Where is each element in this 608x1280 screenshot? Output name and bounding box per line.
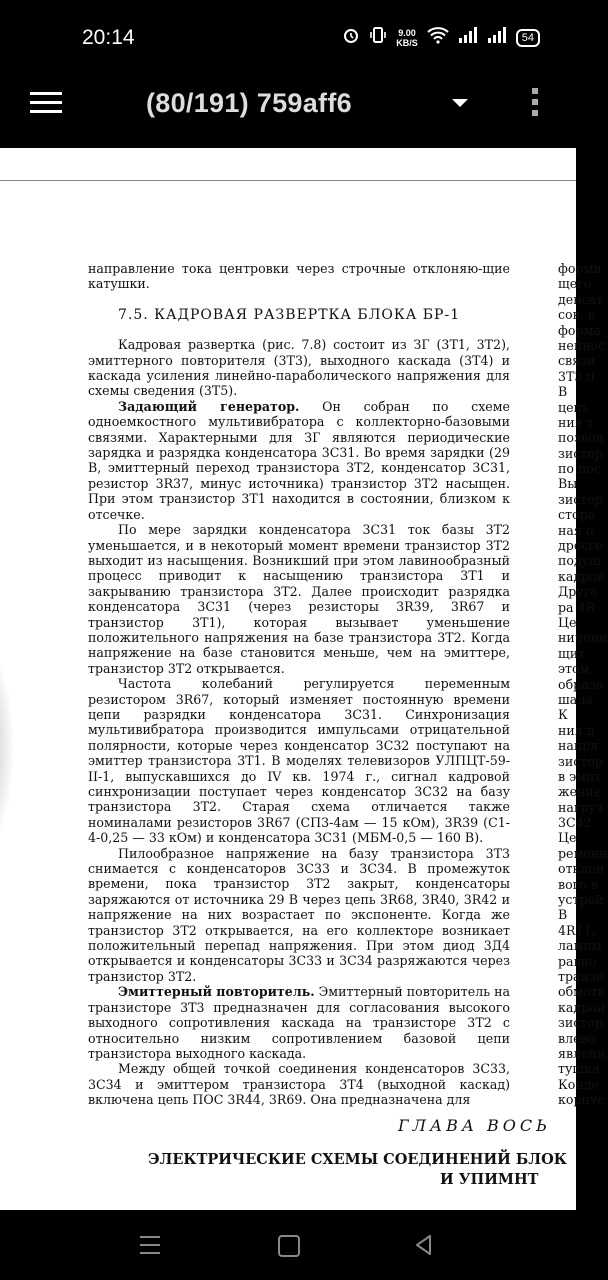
paragraph-5: Пилообразное напряжение на базу транзистора 3Т3 снимается с конденсаторов 3С33 и 3С34. В промежуток времени, пока транзистор 3Т2 закрыт, конденсаторы заряжаются от источника 29 В через цепь 3R68, 3R40, 3R42 и напряжение на них возрастает по экспоненте. Когда же транзистор 3Т2 открывается, на его коллекторе возникает положительный перепад напряжения. При этом диод 3Д4 открывается и конденсаторы 3С33 и 3С34 разряжаются через транзистор 3Т2. [88,845,510,984]
next-column-line: ния т [558,414,594,430]
more-icon[interactable] [532,88,538,121]
battery-icon: 54 [516,29,540,47]
intro-text: направление тока центровки через строчные отклоняю-щие катушки. [88,261,510,292]
next-column-line: 3Т3 п [558,368,595,384]
next-column-line: ния д [558,722,595,738]
next-column-line: зистор [558,445,603,461]
next-column-line: напря [558,738,599,754]
next-column-line: тушка [558,1061,600,1077]
section-heading: 7.5. КАДРОВАЯ РАЗВЕРТКА БЛОКА БР-1 [118,306,461,323]
home-icon[interactable] [278,1235,300,1257]
document-page[interactable] [0,148,608,1210]
next-column-line: зистор [558,1015,603,1031]
next-column-line: шала [558,691,593,707]
recent-apps-icon[interactable] [140,1236,160,1260]
next-column-line: стора [558,507,596,523]
next-column-line: Це [558,614,577,630]
next-column-line: щих [558,645,586,661]
main-text-column [88,261,510,1108]
vibrate-icon [369,26,387,49]
next-column-line: явлени [558,1045,606,1061]
next-column-line: нейнос [558,337,606,353]
paragraph-6 [88,984,510,1061]
chapter-section-title-2: И УПИМНТ [440,1171,539,1188]
next-column-line: позвол [558,430,604,446]
page-scan-shadow [0,618,15,878]
next-column-line: жение [558,784,602,800]
next-column-line: кадров [558,568,604,584]
dropdown-icon[interactable] [452,99,468,107]
next-column-line: цепь [558,399,589,415]
next-column-line: зистор [558,491,603,507]
next-column-line: в эмит [558,768,602,784]
document-title[interactable]: (80/191) 759aff6 [146,88,352,118]
next-column-line: Вы [558,476,578,492]
back-icon[interactable] [414,1234,434,1260]
next-column-line: форми [558,261,602,276]
next-column-line: сов, в [558,307,595,323]
next-column-line: В [558,384,568,400]
next-column-line: Це [558,830,577,846]
next-column-line: вого в [558,876,598,892]
next-column-line: ничени [558,630,608,646]
alarm-icon [342,26,360,49]
status-bar [0,0,576,76]
next-column-line: ра 4R [558,599,596,615]
next-column-line: 3С42 [558,815,592,831]
paragraph-1: Кадровая развертка (рис. 7.8) состоит из ЗГ (3Т1, 3Т2), эмиттерного повторителя (3Т3), выходного каскада (3Т4) и каскада усиления линейно-параболического напряжения для схемы сведения (3Т5). [88,337,510,399]
next-column-line: по пос [558,461,602,477]
next-column-line: кадрон [558,999,606,1015]
paragraph-2 [88,399,510,522]
net-speed-value: 9.00 [398,27,416,38]
paragraph-2-body: Он собран по схеме одноемкостного мультивибратора с коллекторно-базовыми связями. Характерными для ЗГ являются периодические зарядка и разрядка конденсатора 3С31. Во время зарядки (29 В, эмиттерный переход транзистора 3Т2, конденсатор 3С31, резистор 3R37, минус источника) транзистор 3Т2 насыщен. При этом транзистор 3Т1 находится в состоянии, близком к отсечке. [88,398,510,522]
status-time: 20:14 [82,26,135,49]
next-column-line: подуш [558,553,601,569]
next-column-line: ная о [558,522,594,538]
next-column-line: зистор [558,753,603,769]
next-column-line: щего [558,276,592,292]
next-column-line: равно [558,953,597,969]
next-column-line: Друго [558,584,598,600]
net-speed-unit: KB/S [396,37,418,48]
paragraph-6-lead: Эмиттерный повторитель. [118,984,315,1000]
status-icons [342,26,540,49]
signal-icon [458,26,478,49]
next-column-line: связи [558,353,596,369]
next-column-line: этом [558,661,590,677]
next-column-line: ременн [558,845,608,861]
page-top-divider [0,180,576,181]
next-column-line: 4R11, [558,922,596,938]
next-column-line: корпус [558,1092,605,1108]
next-column-fragment [558,261,608,1108]
net-speed [396,28,418,48]
paragraph-3: По мере зарядки конденсатора 3С31 ток базы 3Т2 уменьшается, и в некоторый момент времени транзистор 3Т2 выходит из насыщения. Возникший при этом лавинообразный процесс приводит к насыщению транзистора 3Т1 и закрыванию транзистора 3Т2. Далее происходит разрядка конденсатора 3С31 (через резисторы 3R39, 3R67 и транзистор 3Т1), которая вызывает уменьшение положительного напряжения на базе транзистора 3Т2. Когда напряжение на базе становится меньше, чем на эмиттере, транзистор 3Т2 открывается. [88,522,510,676]
next-column-line: обмотк [558,984,606,1000]
next-column-line: Конде [558,1076,599,1092]
chapter-heading: ГЛАВА ВОСЬ [398,1116,551,1135]
chapter-section-title: ЭЛЕКТРИЧЕСКИЕ СХЕМЫ СОЕДИНЕНИЙ БЛОК [148,1151,567,1168]
next-column-line: К [558,707,568,723]
next-column-line: В [558,907,568,923]
next-column-line: влево [558,1030,596,1046]
next-column-line: денсат [558,291,604,307]
paragraph-7: Между общей точкой соединения конденсаторов 3С33, 3С34 и эмиттером транзистора 3Т4 (выходной каскад) включена цепь ПОС 3R44, 3R69. Она предназначена для [88,1061,510,1108]
paragraph-6-body: Эмиттерный повторитель на транзисторе 3Т3 предназначен для согласования высокого выходного сопротивления каскада на транзисторе 3Т2 с относительно низким сопротивлением базовой цепи транзистора выходного каскада. [88,984,510,1061]
next-column-line: транзи [558,968,605,984]
wifi-icon [427,26,449,49]
paragraph-2-lead: Задающий генератор. [118,398,300,414]
next-column-line: отклон [558,861,605,877]
menu-icon[interactable] [30,92,62,114]
paragraph-4: Частота колебаний регулируется переменным резистором 3R67, который изменяет постоянную времени цепи разрядки конденсатора 3С31. Синхронизация мультивибратора производится импульсами отрицательной полярности, которые через конденсатор 3С32 поступают на эмиттер транзистора 3Т1. В моделях телевизоров УЛПЦТ-59-II-1, выпускавшихся до IV кв. 1974 г., сигнал кадровой синхронизации поступает через конденсатор 3С32 на базу транзистора 3Т2. Старая схема отличается также номиналами резисторов 3R67 (СП3-4ам — 15 кОм), 3R39 (С1-4-0,25 — 33 кОм) и конденсатора 3С31 (МБМ-0,5 — 160 В). [88,676,510,846]
signal-icon-2 [487,26,507,49]
next-column-line: устрой [558,892,604,908]
next-column-line: лампы [558,938,602,954]
next-column-line: образо [558,676,604,692]
next-column-line: дроссе [558,538,603,554]
next-column-line: нагруз [558,799,603,815]
next-column-line: форма [558,322,601,338]
